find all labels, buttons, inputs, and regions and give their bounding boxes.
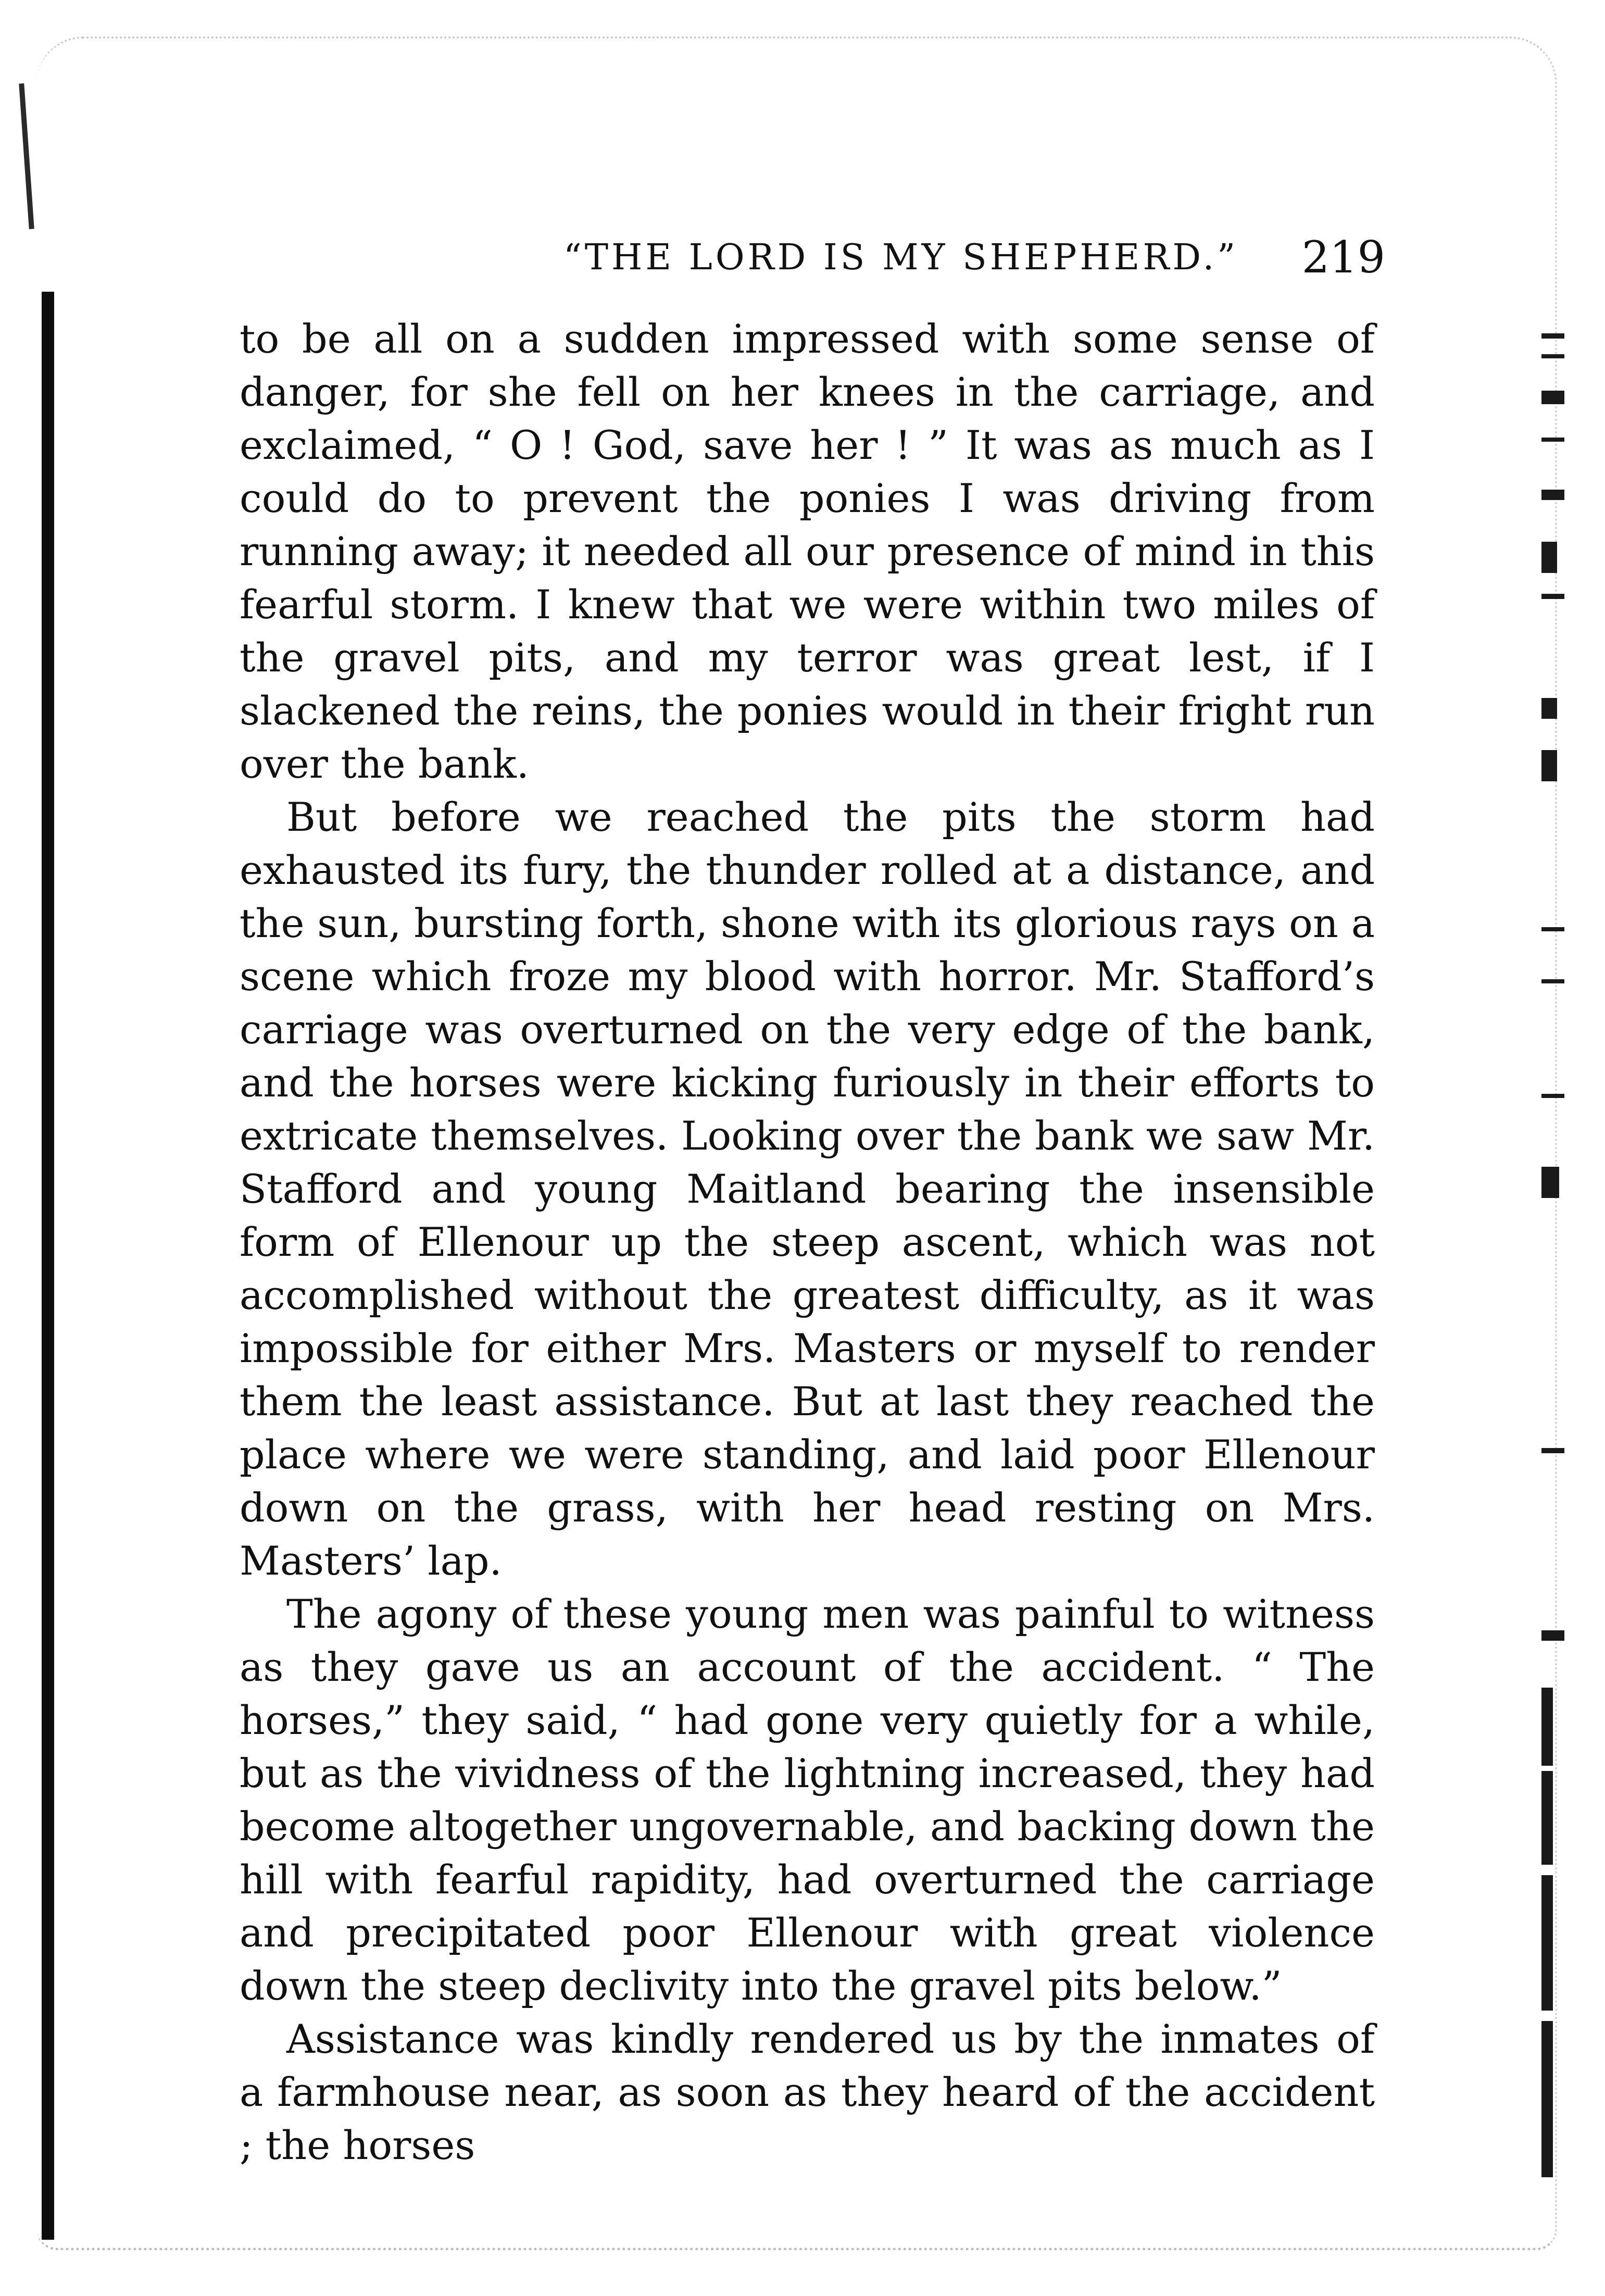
page-number: 219: [1301, 232, 1385, 283]
paragraph: But before we reached the pits the storm had exhausted its fury, the thunder rolled at a distance, and the sun, bursting forth, shone with its glorious rays on a scene which froze my blood with horror. Mr. Stafford’s carriage was overturned on the very edge of the bank, and the horses were kicking furiously in their efforts to extricate themselves. Looking over the bank we saw Mr. Stafford and young Maitland bearing the insensible form of Ellenour up the steep ascent, which was not accomplished without the greatest difficulty, as it was impossible for either Mrs. Masters or myself to render them the least assistance. But at last they reached the place where we were standing, and laid poor Ellenour down on the grass, with her head resting on Mrs. Masters’ lap.: [240, 794, 1375, 1584]
scan-binding-mark: [19, 83, 34, 229]
scan-edge-marks: [1541, 333, 1573, 2177]
paragraph: The agony of these young men was painful to witness as they gave us an account of the accident. “ The horses,” they said, “ had gone very quietly for a while, but as the vividness of the lightning increased, they had become altogether ungovernable, and backing down the hill with fearful rapidity, had overturned the carriage and precipitated poor Ellenour with great violence down the steep declivity into the gravel pits below.”: [240, 1591, 1375, 2009]
scan-binding-shadow: [42, 292, 54, 2240]
running-head: “THE LORD IS MY SHEPHERD.”: [563, 237, 1238, 278]
paragraph: Assistance was kindly rendered us by the inmates of a farmhouse near, as soon as they heard of the accident ; the horses: [240, 2016, 1375, 2168]
paragraph: to be all on a sudden impressed with some sense of danger, for she fell on her knees in the carriage, and exclaimed, “ O ! God, save her ! ” It was as much as I could do to prevent the ponies I was driving from running away; it needed all our presence of mind in this fearful storm. I knew that we were within two miles of the gravel pits, and my terror was great lest, if I slackened the reins, the ponies would in their fright run over the bank.: [240, 316, 1375, 787]
body-text: [240, 313, 1375, 2172]
